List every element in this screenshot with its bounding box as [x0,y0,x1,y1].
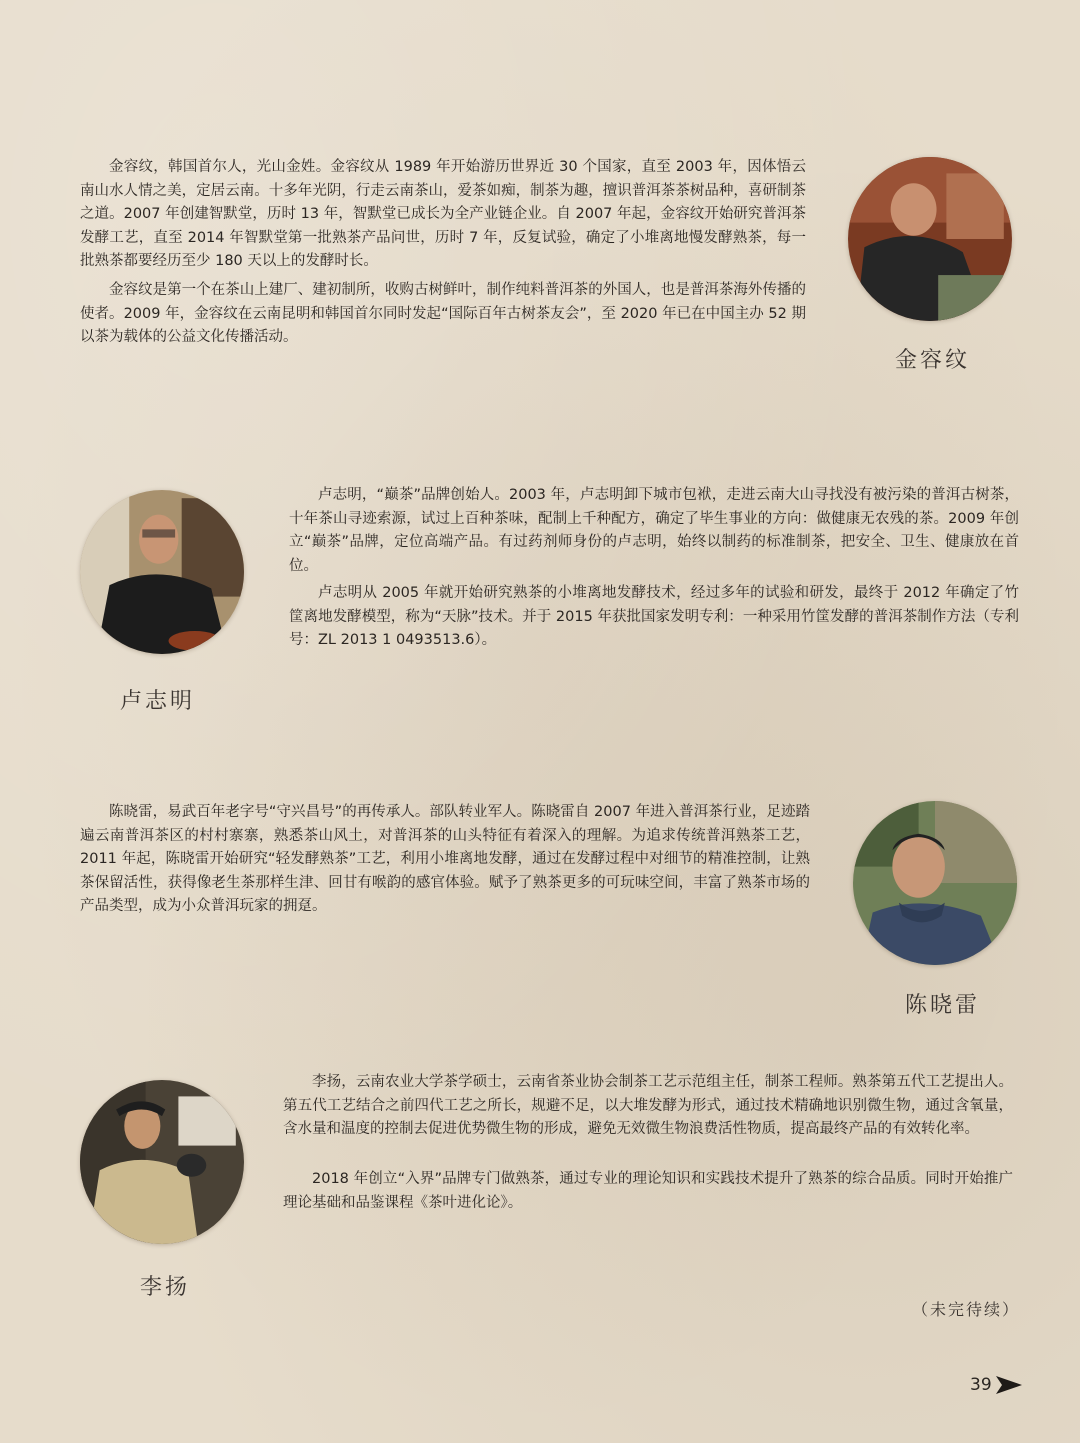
to-be-continued: （未完待续） [912,1300,1021,1319]
section-4-paragraph-2: 2018 年创立“入界”品牌专门做熟茶，通过专业的理论知识和实践技术提升了熟茶的综合品质。同时开始推广理论基础和品鉴课程《茶叶进化论》。 [283,1171,1013,1211]
portrait-4 [80,1080,244,1244]
portrait-2 [80,490,244,654]
section-2-paragraph-1: 卢志明，“巅茶”品牌创始人。2003 年，卢志明卸下城市包袱，走进云南大山寻找没有被污染的普洱古树茶，十年茶山寻迹索源，试过上百种茶味，配制上千种配方，确定了毕生事业的方向：做健康无农残的茶。2009 年创立“巅茶”品牌，定位高端产品。有过药剂师身份的卢志明，始终以制药的标准制茶，把安全、卫生、健康放在首位。 [289,487,1019,574]
person-name-4: 李扬 [140,1275,191,1300]
portrait-3 [853,801,1017,965]
section-1-paragraph-1: 金容纹，韩国首尔人，光山金姓。金容纹从 1989 年开始游历世界近 30 个国家，直至 2003 年，因体悟云南山水人情之美，定居云南。十多年光阴，行走云南茶山，爱茶如痴，制茶为趣，擅识普洱茶茶树品种，喜研制茶之道。2007 年创建智默堂，历时 13 年，智默堂已成长为全产业链企业。自 2007 年起，金容纹开始研究普洱茶发酵工艺，直至 2014 年智默堂第一批熟茶产品问世，历时 7 年，反复试验，确定了小堆离地慢发酵熟茶，每一批熟茶都要经历至少 180 天以上的发酵时长。 [80,159,806,269]
person-name-3: 陈晓雷 [905,993,981,1018]
page-arrow-icon [996,1376,1022,1394]
section-1-paragraph-2: 金容纹是第一个在茶山上建厂、建初制所，收购古树鲜叶，制作纯料普洱茶的外国人，也是普洱茶海外传播的使者。2009 年，金容纹在云南昆明和韩国首尔同时发起“国际百年古树茶友会”，至 2020 年已在中国主办 52 期以茶为载体的公益文化传播活动。 [80,282,806,345]
section-3-paragraph-1: 陈晓雷，易武百年老字号“守兴昌号”的再传承人。部队转业军人。陈晓雷自 2007 年进入普洱茶行业，足迹踏遍云南普洱茶区的村村寨寨，熟悉茶山风土，对普洱茶的山头特征有着深入的理解。为追求传统普洱熟茶工艺，2011 年起，陈晓雷开始研究“轻发酵熟茶”工艺，利用小堆离地发酵，通过在发酵过程中对细节的精准控制，让熟茶保留活性，获得像老生茶那样生津、回甘有喉韵的感官体验。赋予了熟茶更多的可玩味空间，丰富了熟茶市场的产品类型，成为小众普洱玩家的拥趸。 [80,804,810,914]
page-number: 39 [970,1375,992,1395]
section-2-paragraph-2: 卢志明从 2005 年就开始研究熟茶的小堆离地发酵技术，经过多年的试验和研发，最终于 2012 年确定了竹筐离地发酵模型，称为“天脉”技术。并于 2015 年获批国家发明专利：一种采用竹筐发酵的普洱茶制作方法（专利号：ZL 2013 1 0493513.6）。 [289,585,1019,648]
portrait-1 [848,157,1012,321]
person-name-1: 金容纹 [895,348,971,373]
section-4-paragraph-1: 李扬，云南农业大学茶学硕士，云南省茶业协会制茶工艺示范组主任，制茶工程师。熟茶第五代工艺提出人。第五代工艺结合之前四代工艺之所长，规避不足，以大堆发酵为形式，通过技术精确地识别微生物，通过含氧量，含水量和温度的控制去促进优势微生物的形成，避免无效微生物浪费活性物质，提高最终产品的有效转化率。 [283,1074,1013,1137]
person-name-2: 卢志明 [120,689,196,714]
